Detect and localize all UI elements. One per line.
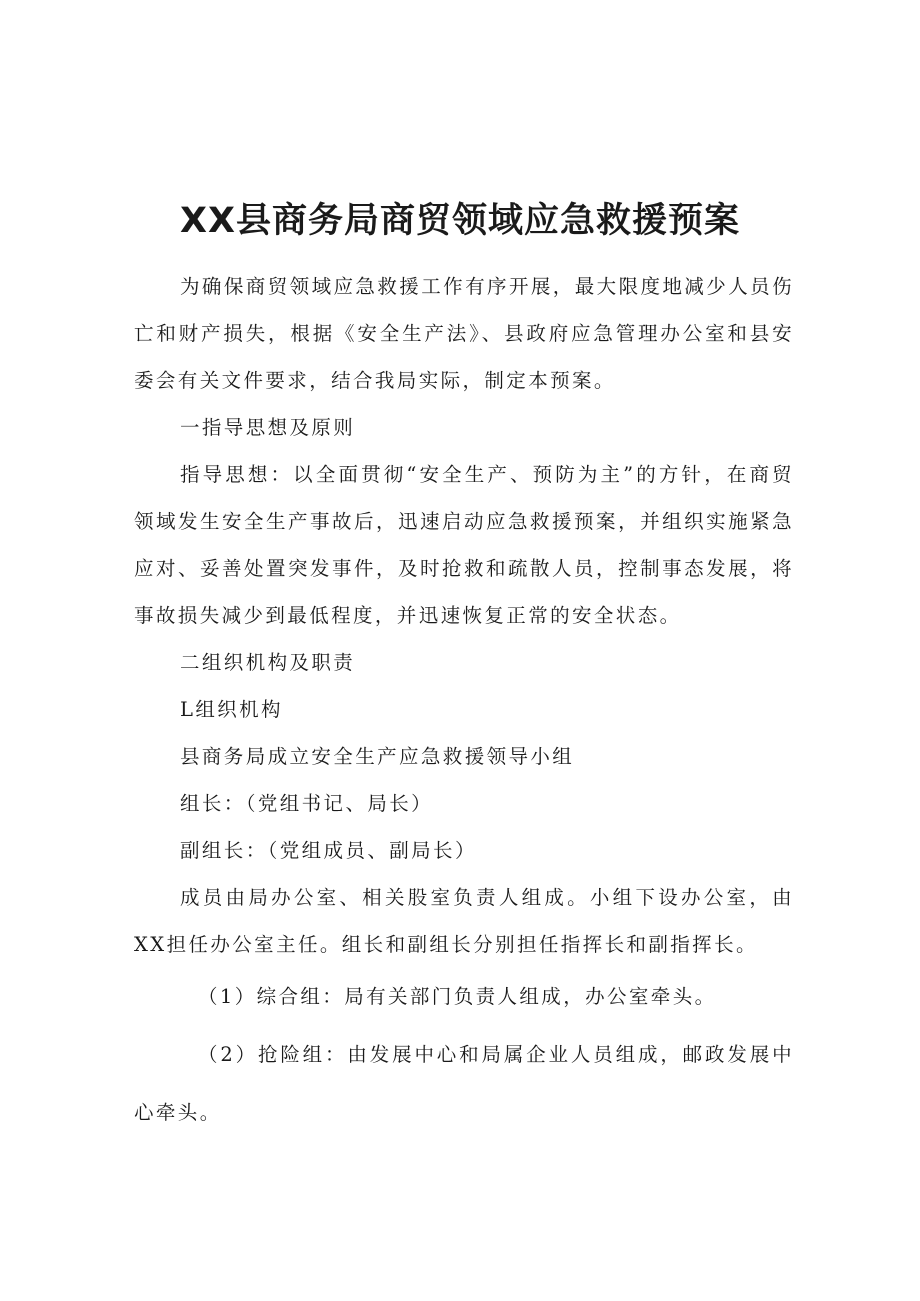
- document-title: XX县商务局商贸领域应急救援预案: [180, 201, 740, 242]
- subsection-heading-organization: L组织机构: [180, 698, 283, 721]
- deputy-leader-line: 副组长：（党组成员、副局长）: [180, 839, 477, 862]
- team-comprehensive-item: （1）综合组：局有关部门负责人组成，办公室牵头。: [198, 985, 717, 1008]
- section-heading-guiding: 一指导思想及原则: [180, 416, 356, 439]
- team-rescue-item: （2）抢险组：由发展中心和局属企业人员组成，邮政发展中心牵头。: [134, 1043, 794, 1124]
- members-paragraph: 成员由局办公室、相关股室负责人组成。小组下设办公室，由XX担任办公室主任。组长和副组长分别担任指挥长和副指挥长。: [134, 886, 794, 956]
- leading-group-line: 县商务局成立安全生产应急救援领导小组: [180, 745, 575, 768]
- intro-paragraph: 为确保商贸领域应急救援工作有序开展，最大限度地减少人员伤亡和财产损失，根据《安全生产法》、县政府应急管理办公室和县安委会有关文件要求，结合我局实际，制定本预案。: [134, 275, 794, 392]
- section-heading-organization: 二组织机构及职责: [180, 651, 356, 674]
- guiding-thought-paragraph: 指导思想：以全面贯彻“安全生产、预防为主”的方针，在商贸领域发生安全生产事故后，迅速启动应急救援预案，并组织实施紧急应对、妥善处置突发事件，及时抢救和疏散人员，控制事态发展，将事故损失减少到最低程度，并迅速恢复正常的安全状态。: [134, 463, 794, 627]
- group-leader-line: 组长：（党组书记、局长）: [180, 792, 434, 815]
